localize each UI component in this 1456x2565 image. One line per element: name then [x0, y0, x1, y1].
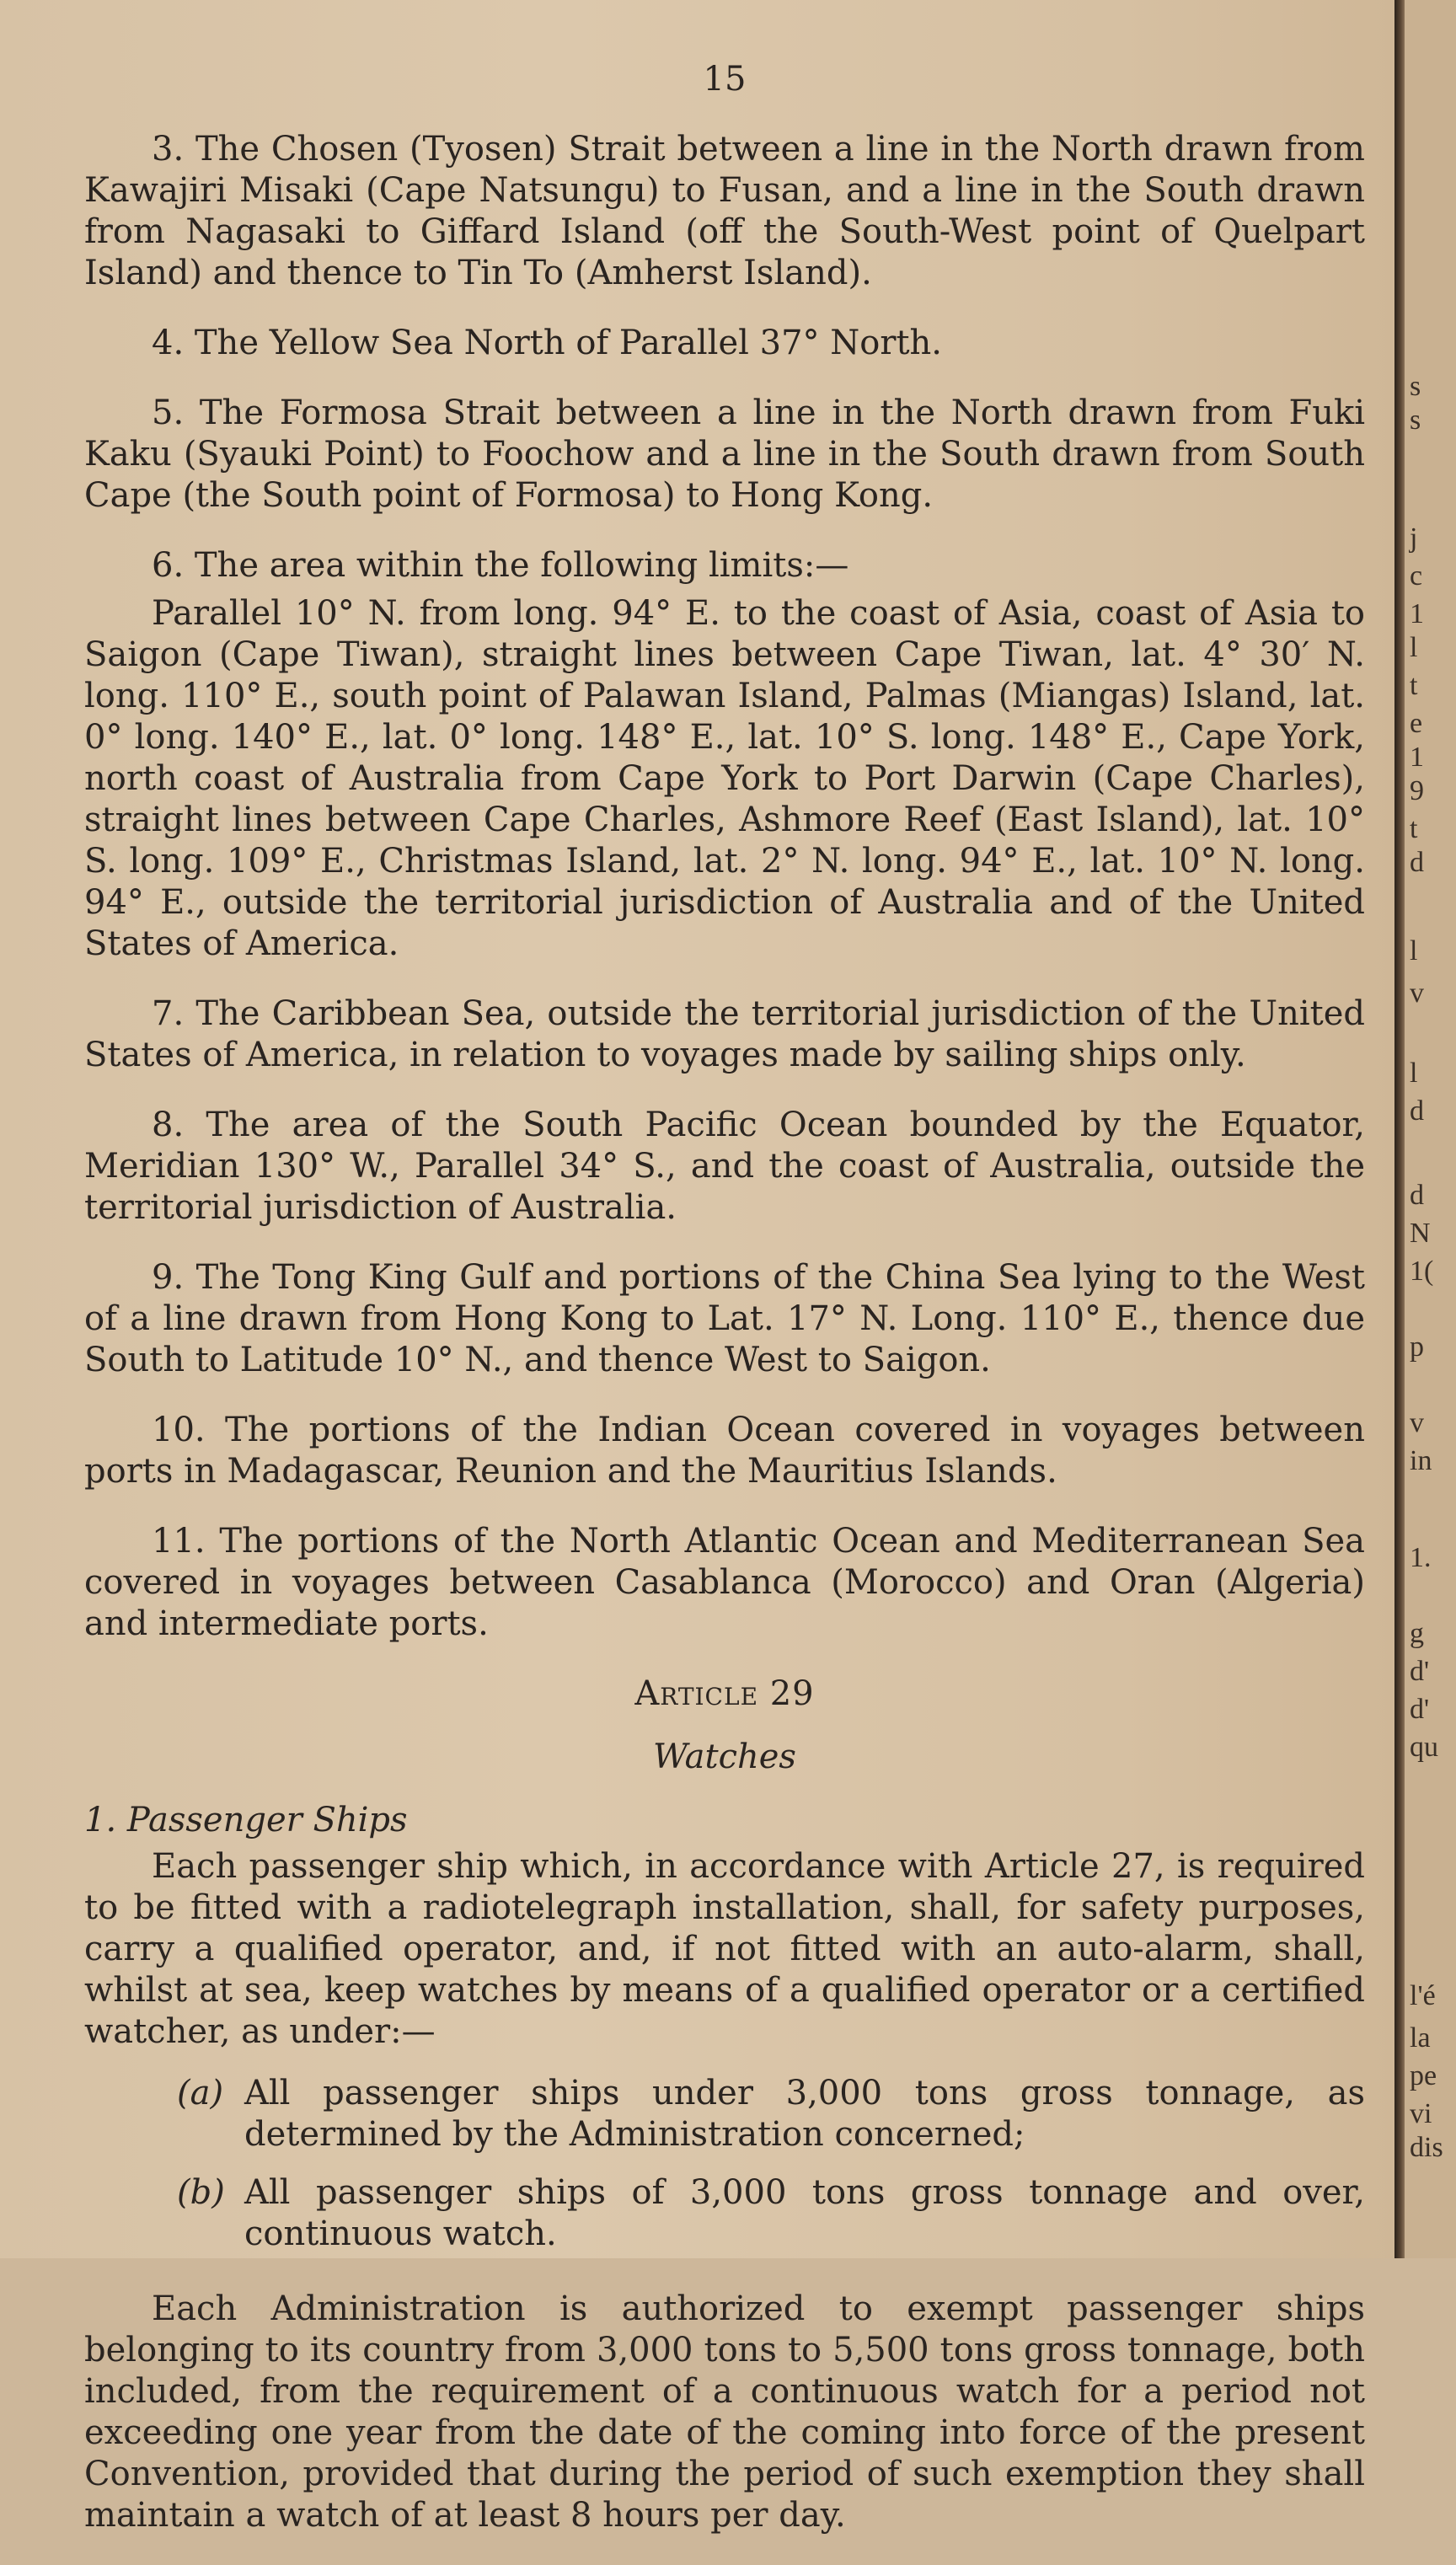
facing-fragment: e	[1410, 708, 1423, 739]
facing-fragment: s	[1410, 404, 1421, 436]
facing-fragment: N	[1410, 1218, 1431, 1249]
facing-fragment: dis	[1410, 2132, 1443, 2163]
facing-fragment: 9	[1410, 775, 1424, 806]
list-item	[84, 2172, 1365, 2255]
article-subheading: Watches	[653, 1738, 796, 1776]
paragraph-5: 5. The Formosa Strait between a line in the North drawn from Fuki Kaku (Syauki Point) to Foochow and a line in the South drawn from South Cape (the South point of Formosa) to Hong Kong.	[84, 394, 1365, 515]
paragraph-11: 11. The portions of the North Atlantic Ocean and Mediterranean Sea covered in voyages between Casablanca (Morocco) and Oran (Algeria) and intermediate ports.	[84, 1522, 1365, 1643]
section-intro: Each passenger ship which, in accordance with Article 27, is required to be fitted with a radiotelegraph installation, shall, for safety purposes, carry a qualified operator, and, if not fitted with an auto-alarm, shall, whilst at sea, keep watches by means of a qualified operator or a certified watcher, as under:—	[84, 1847, 1365, 2051]
closing-paragraph: Each Administration is authorized to exempt passenger ships belonging to its country from 3,000 tons to 5,500 tons gross tonnage, both included, from the requirement of a continuous watch for a period not exceeding one year from the date of the coming into force of the present Convention, provided that during the period of such exemption they shall maintain a watch of at least 8 hours per day.	[84, 2289, 1365, 2535]
facing-fragment: 1	[1410, 598, 1424, 629]
facing-fragment: j	[1410, 522, 1418, 554]
paragraph-8: 8. The area of the South Pacific Ocean bounded by the Equator, Meridian 130° W., Parallel 34° S., and the coast of Australia, outside the territorial jurisdiction of Australia.	[84, 1106, 1365, 1227]
facing-fragment: in	[1410, 1445, 1432, 1476]
facing-fragment: d'	[1410, 1656, 1430, 1687]
facing-fragment: l	[1410, 1058, 1418, 1089]
book-gutter	[1394, 0, 1405, 2258]
list-item-text: All passenger ships of 3,000 tons gross tonnage and over, continuous watch.	[244, 2173, 1365, 2253]
facing-fragment: t	[1410, 813, 1418, 844]
section-title: 1. Passenger Ships	[84, 1801, 408, 1839]
list-item	[84, 2073, 1365, 2155]
facing-fragment: qu	[1410, 1732, 1438, 1763]
facing-fragment: d'	[1410, 1694, 1430, 1725]
paragraph-6: 6. The area within the following limits:—	[152, 546, 849, 585]
facing-fragment: l'é	[1410, 1980, 1436, 2011]
article-heading: Article 29	[634, 1674, 815, 1713]
facing-fragment: 1	[1410, 742, 1424, 773]
facing-fragment: v	[1410, 1407, 1424, 1438]
paragraph-10: 10. The portions of the Indian Ocean covered in voyages between ports in Madagascar, Reunion and the Mauritius Islands.	[84, 1411, 1365, 1491]
facing-fragment: d	[1410, 1095, 1424, 1127]
facing-fragment: g	[1410, 1618, 1424, 1649]
facing-fragment: s	[1410, 371, 1421, 402]
facing-fragment: v	[1410, 977, 1424, 1009]
facing-fragment: d	[1410, 847, 1424, 878]
facing-fragment: l	[1410, 935, 1418, 967]
page-content	[84, 59, 1365, 2565]
paragraph-9: 9. The Tong King Gulf and portions of the China Sea lying to the West of a line drawn from Hong Kong to Lat. 17° N. Long. 110° E., thence due South to Latitude 10° N., and thence West to Saigon.	[84, 1258, 1365, 1379]
facing-fragment: p	[1410, 1331, 1424, 1363]
paragraph-3: 3. The Chosen (Tyosen) Strait between a line in the North drawn from Kawajiri Misaki (Cape Natsungu) to Fusan, and a line in the South drawn from Nagasaki to Giffard Island (off the South-West point of Quelpart Island) and thence to Tin To (Amherst Island).	[84, 130, 1365, 292]
facing-fragment: l	[1410, 632, 1418, 663]
facing-fragment: 1.	[1410, 1542, 1432, 1573]
list-item-label: (a)	[177, 2074, 224, 2113]
paragraph-4: 4. The Yellow Sea North of Parallel 37° North.	[152, 324, 942, 362]
list-item-text: All passenger ships under 3,000 tons gross tonnage, as determined by the Administration concerned;	[244, 2074, 1365, 2154]
paragraph-7: 7. The Caribbean Sea, outside the territorial jurisdiction of the United States of America, in relation to voyages made by sailing ships only.	[84, 994, 1365, 1074]
facing-page-edge	[1405, 0, 1456, 2258]
list-item-label: (b)	[177, 2173, 225, 2212]
facing-fragment: la	[1410, 2022, 1431, 2054]
facing-fragment: d	[1410, 1180, 1424, 1211]
facing-fragment: vi	[1410, 2098, 1432, 2129]
facing-fragment: pe	[1410, 2060, 1437, 2091]
facing-fragment: t	[1410, 670, 1418, 701]
facing-fragment: c	[1410, 560, 1423, 592]
paragraph-6-limits: Parallel 10° N. from long. 94° E. to the coast of Asia, coast of Asia to Saigon (Cape Tiwan), straight lines between Cape Tiwan, lat. 4° 30′ N. long. 110° E., south point of Palawan Island, Palmas (Miangas) Island, lat. 0° long. 140° E., lat. 0° long. 148° E., lat. 10° S. long. 148° E., Cape York, north coast of Australia from Cape York to Port Darwin (Cape Charles), straight lines between Cape Charles, Ashmore Reef (East Island), lat. 10° S. long. 109° E., Christmas Island, lat. 2° N. long. 94° E., lat. 10° N. long. 94° E., outside the territorial jurisdiction of Australia and of the United States of America.	[84, 594, 1365, 963]
facing-fragment: 1(	[1410, 1256, 1434, 1287]
page-number: 15	[703, 60, 747, 99]
